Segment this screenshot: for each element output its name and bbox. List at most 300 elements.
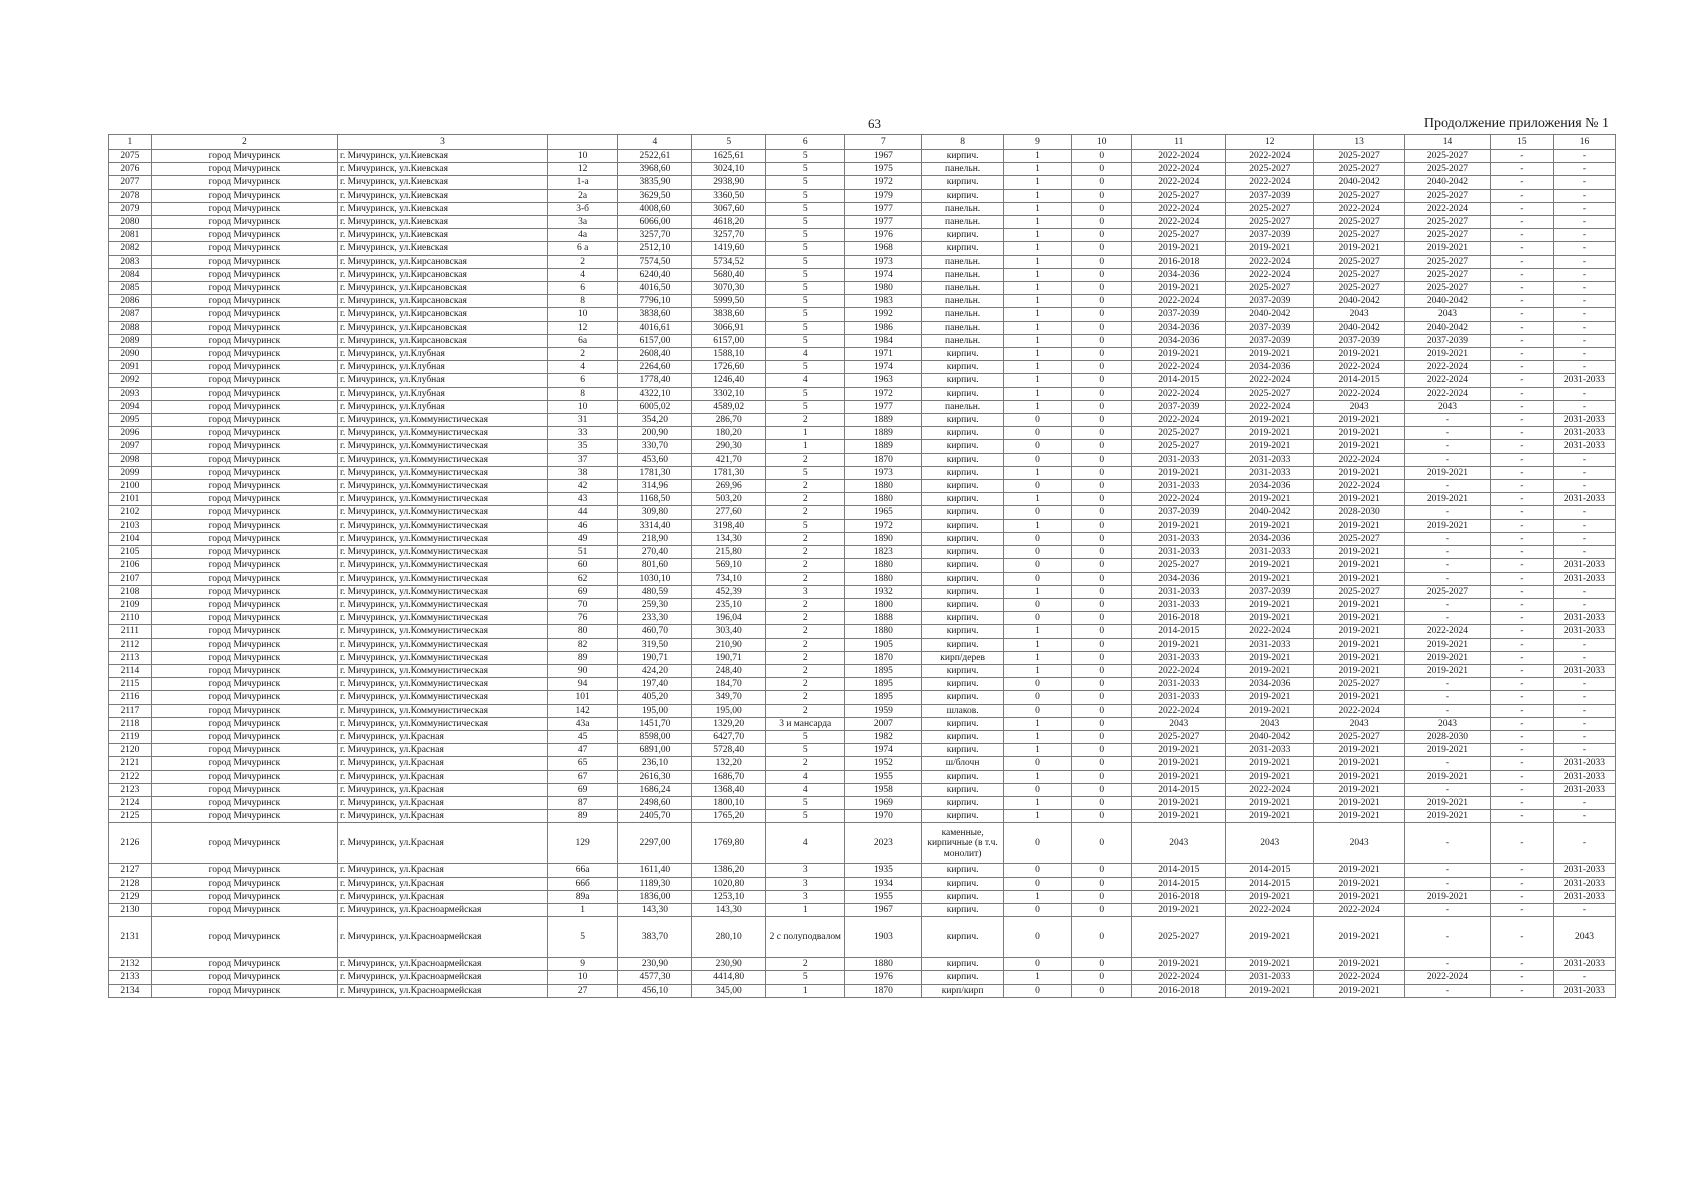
cell-locality: город Мичуринск [151, 678, 337, 691]
cell-col-15: - [1490, 744, 1553, 757]
cell-floors: 4 [766, 770, 845, 783]
cell-year-built: 1880 [845, 958, 922, 971]
cell-row-number: 2082 [109, 242, 152, 255]
table-row [109, 958, 1616, 971]
cell-house-number: 89а [547, 890, 618, 903]
cell-col-14: 2019-2021 [1405, 638, 1491, 651]
cell-total-area: 424,20 [618, 664, 692, 677]
cell-wall-material: кирпич. [922, 519, 1003, 532]
cell-address: г. Мичуринск, ул.Красноармейская [338, 984, 548, 997]
table-row [109, 229, 1616, 242]
cell-col-16: - [1553, 282, 1615, 295]
cell-col-10: 0 [1072, 348, 1132, 361]
cell-row-number: 2133 [109, 971, 152, 984]
cell-total-area: 2608,40 [618, 348, 692, 361]
cell-col-16: - [1553, 519, 1615, 532]
cell-row-number: 2113 [109, 651, 152, 664]
cell-col-16: - [1553, 506, 1615, 519]
cell-address: г. Мичуринск, ул.Красная [338, 877, 548, 890]
cell-row-number: 2076 [109, 163, 152, 176]
cell-year-built: 1903 [845, 917, 922, 958]
cell-col-14: - [1405, 757, 1491, 770]
cell-locality: город Мичуринск [151, 400, 337, 413]
cell-col-16: - [1553, 202, 1615, 215]
cell-col-16: - [1553, 971, 1615, 984]
cell-house-number: 8 [547, 387, 618, 400]
cell-col-13: 2019-2021 [1314, 638, 1405, 651]
cell-col-15: - [1490, 374, 1553, 387]
cell-col-14: 2040-2042 [1405, 176, 1491, 189]
cell-col-13: 2022-2024 [1314, 387, 1405, 400]
cell-year-built: 1973 [845, 255, 922, 268]
cell-col-11: 2022-2024 [1132, 493, 1226, 506]
cell-col-16: - [1553, 704, 1615, 717]
cell-col-13: 2040-2042 [1314, 295, 1405, 308]
cell-col-15: - [1490, 321, 1553, 334]
cell-year-built: 1977 [845, 400, 922, 413]
cell-col-9: 1 [1003, 268, 1072, 281]
cell-col-11: 2022-2024 [1132, 150, 1226, 163]
cell-col-15: - [1490, 678, 1553, 691]
cell-col-14: - [1405, 532, 1491, 545]
cell-wall-material: панельн. [922, 255, 1003, 268]
cell-floors: 2 [766, 493, 845, 506]
cell-row-number: 2084 [109, 268, 152, 281]
cell-locality: город Мичуринск [151, 770, 337, 783]
cell-col-11: 2043 [1132, 823, 1226, 864]
table-row [109, 744, 1616, 757]
cell-address: г. Мичуринск, ул.Кирсановская [338, 282, 548, 295]
cell-address: г. Мичуринск, ул.Красная [338, 864, 548, 877]
cell-total-area: 1030,10 [618, 572, 692, 585]
cell-col-14: - [1405, 440, 1491, 453]
cell-address: г. Мичуринск, ул.Коммунистическая [338, 625, 548, 638]
cell-floors: 5 [766, 400, 845, 413]
cell-row-number: 2086 [109, 295, 152, 308]
cell-total-area: 4577,30 [618, 971, 692, 984]
cell-row-number: 2091 [109, 361, 152, 374]
table-row [109, 414, 1616, 427]
cell-house-number: 2а [547, 189, 618, 202]
cell-col-9: 0 [1003, 559, 1072, 572]
cell-living-area: 235,10 [692, 598, 766, 611]
cell-col-13: 2022-2024 [1314, 971, 1405, 984]
cell-wall-material: кирпич. [922, 864, 1003, 877]
table-row [109, 730, 1616, 743]
cell-col-13: 2019-2021 [1314, 770, 1405, 783]
cell-col-15: - [1490, 546, 1553, 559]
cell-col-11: 2022-2024 [1132, 704, 1226, 717]
cell-floors: 5 [766, 796, 845, 809]
cell-house-number: 4 [547, 268, 618, 281]
cell-col-15: - [1490, 704, 1553, 717]
table-row [109, 255, 1616, 268]
cell-total-area: 3257,70 [618, 229, 692, 242]
cell-row-number: 2100 [109, 480, 152, 493]
cell-wall-material: панельн. [922, 268, 1003, 281]
cell-col-9: 1 [1003, 374, 1072, 387]
cell-row-number: 2126 [109, 823, 152, 864]
cell-col-13: 2043 [1314, 308, 1405, 321]
cell-row-number: 2101 [109, 493, 152, 506]
cell-col-16: - [1553, 387, 1615, 400]
cell-locality: город Мичуринск [151, 691, 337, 704]
cell-col-9: 1 [1003, 493, 1072, 506]
cell-total-area: 143,30 [618, 903, 692, 916]
cell-wall-material: кирпич. [922, 440, 1003, 453]
cell-floors: 5 [766, 163, 845, 176]
table-row [109, 651, 1616, 664]
cell-col-10: 0 [1072, 282, 1132, 295]
cell-locality: город Мичуринск [151, 480, 337, 493]
table-row [109, 757, 1616, 770]
cell-floors: 5 [766, 150, 845, 163]
cell-col-15: - [1490, 532, 1553, 545]
cell-address: г. Мичуринск, ул.Коммунистическая [338, 678, 548, 691]
cell-col-11: 2014-2015 [1132, 783, 1226, 796]
cell-address: г. Мичуринск, ул.Киевская [338, 176, 548, 189]
table-row [109, 480, 1616, 493]
cell-col-13: 2019-2021 [1314, 757, 1405, 770]
cell-col-12: 2031-2033 [1226, 453, 1314, 466]
cell-col-14: 2019-2021 [1405, 519, 1491, 532]
cell-total-area: 330,70 [618, 440, 692, 453]
cell-col-11: 2022-2024 [1132, 414, 1226, 427]
cell-col-11: 2016-2018 [1132, 984, 1226, 997]
cell-floors: 1 [766, 440, 845, 453]
cell-col-15: - [1490, 730, 1553, 743]
cell-living-area: 230,90 [692, 958, 766, 971]
cell-col-13: 2025-2027 [1314, 730, 1405, 743]
cell-col-12: 2025-2027 [1226, 216, 1314, 229]
cell-locality: город Мичуринск [151, 453, 337, 466]
cell-house-number: 89 [547, 810, 618, 823]
cell-house-number: 69 [547, 783, 618, 796]
cell-year-built: 1965 [845, 506, 922, 519]
table-row [109, 971, 1616, 984]
cell-col-13: 2019-2021 [1314, 625, 1405, 638]
cell-address: г. Мичуринск, ул.Красная [338, 744, 548, 757]
cell-col-9: 0 [1003, 864, 1072, 877]
cell-house-number: 47 [547, 744, 618, 757]
cell-col-11: 2025-2027 [1132, 730, 1226, 743]
cell-address: г. Мичуринск, ул.Клубная [338, 387, 548, 400]
cell-house-number: 6а [547, 334, 618, 347]
cell-col-14: 2019-2021 [1405, 242, 1491, 255]
cell-floors: 2 [766, 598, 845, 611]
column-header: 7 [845, 135, 922, 150]
cell-col-15: - [1490, 810, 1553, 823]
cell-floors: 5 [766, 189, 845, 202]
cell-year-built: 1905 [845, 638, 922, 651]
cell-col-12: 2019-2021 [1226, 770, 1314, 783]
cell-col-14: 2022-2024 [1405, 202, 1491, 215]
cell-col-10: 0 [1072, 638, 1132, 651]
table-row [109, 572, 1616, 585]
cell-col-12: 2019-2021 [1226, 664, 1314, 677]
cell-wall-material: кирпич. [922, 374, 1003, 387]
cell-col-10: 0 [1072, 295, 1132, 308]
cell-wall-material: кирпич. [922, 387, 1003, 400]
cell-col-12: 2031-2033 [1226, 466, 1314, 479]
cell-col-10: 0 [1072, 334, 1132, 347]
cell-col-11: 2022-2024 [1132, 664, 1226, 677]
cell-living-area: 134,30 [692, 532, 766, 545]
cell-col-16: - [1553, 598, 1615, 611]
cell-col-16: 2031-2033 [1553, 493, 1615, 506]
cell-living-area: 4618,20 [692, 216, 766, 229]
cell-col-16: - [1553, 150, 1615, 163]
table-row [109, 519, 1616, 532]
cell-col-13: 2019-2021 [1314, 546, 1405, 559]
cell-col-15: - [1490, 229, 1553, 242]
cell-living-area: 1329,20 [692, 717, 766, 730]
cell-col-10: 0 [1072, 163, 1132, 176]
cell-wall-material: кирпич. [922, 506, 1003, 519]
cell-col-13: 2025-2027 [1314, 532, 1405, 545]
cell-row-number: 2104 [109, 532, 152, 545]
cell-col-9: 1 [1003, 770, 1072, 783]
cell-living-area: 280,10 [692, 917, 766, 958]
cell-floors: 2 [766, 559, 845, 572]
cell-col-9: 1 [1003, 664, 1072, 677]
cell-col-11: 2031-2033 [1132, 585, 1226, 598]
table-row [109, 796, 1616, 809]
cell-col-10: 0 [1072, 242, 1132, 255]
cell-col-13: 2022-2024 [1314, 453, 1405, 466]
cell-col-9: 1 [1003, 971, 1072, 984]
cell-year-built: 1870 [845, 453, 922, 466]
cell-col-14: 2019-2021 [1405, 810, 1491, 823]
cell-wall-material: кирпич. [922, 532, 1003, 545]
cell-floors: 2 [766, 612, 845, 625]
cell-year-built: 1880 [845, 559, 922, 572]
cell-col-9: 1 [1003, 796, 1072, 809]
cell-col-10: 0 [1072, 176, 1132, 189]
cell-address: г. Мичуринск, ул.Коммунистическая [338, 717, 548, 730]
cell-year-built: 1963 [845, 374, 922, 387]
cell-total-area: 1611,40 [618, 864, 692, 877]
cell-col-9: 1 [1003, 216, 1072, 229]
cell-col-15: - [1490, 984, 1553, 997]
cell-wall-material: кирпич. [922, 176, 1003, 189]
cell-wall-material: кирпич. [922, 453, 1003, 466]
table-row [109, 638, 1616, 651]
cell-living-area: 1246,40 [692, 374, 766, 387]
table-row [109, 783, 1616, 796]
cell-col-13: 2019-2021 [1314, 744, 1405, 757]
cell-col-15: - [1490, 651, 1553, 664]
cell-locality: город Мичуринск [151, 189, 337, 202]
column-header [547, 135, 618, 150]
cell-locality: город Мичуринск [151, 414, 337, 427]
cell-col-10: 0 [1072, 958, 1132, 971]
cell-col-10: 0 [1072, 598, 1132, 611]
cell-locality: город Мичуринск [151, 282, 337, 295]
cell-col-14: 2025-2027 [1405, 163, 1491, 176]
cell-row-number: 2093 [109, 387, 152, 400]
cell-address: г. Мичуринск, ул.Коммунистическая [338, 493, 548, 506]
table-row [109, 717, 1616, 730]
cell-year-built: 1972 [845, 519, 922, 532]
cell-total-area: 3838,60 [618, 308, 692, 321]
cell-col-10: 0 [1072, 453, 1132, 466]
cell-col-16: - [1553, 216, 1615, 229]
cell-col-12: 2019-2021 [1226, 691, 1314, 704]
cell-col-15: - [1490, 348, 1553, 361]
cell-floors: 5 [766, 387, 845, 400]
cell-living-area: 1686,70 [692, 770, 766, 783]
cell-col-9: 1 [1003, 321, 1072, 334]
cell-row-number: 2130 [109, 903, 152, 916]
cell-row-number: 2097 [109, 440, 152, 453]
cell-col-16: - [1553, 903, 1615, 916]
cell-col-14: 2022-2024 [1405, 971, 1491, 984]
cell-col-16: - [1553, 361, 1615, 374]
cell-col-11: 2019-2021 [1132, 770, 1226, 783]
cell-living-area: 303,40 [692, 625, 766, 638]
cell-floors: 4 [766, 348, 845, 361]
table-row [109, 387, 1616, 400]
cell-year-built: 1983 [845, 295, 922, 308]
table-row [109, 532, 1616, 545]
cell-col-14: - [1405, 864, 1491, 877]
cell-col-11: 2019-2021 [1132, 638, 1226, 651]
cell-wall-material: кирпич. [922, 242, 1003, 255]
cell-year-built: 1967 [845, 903, 922, 916]
cell-col-12: 2037-2039 [1226, 189, 1314, 202]
cell-col-11: 2025-2027 [1132, 917, 1226, 958]
cell-row-number: 2132 [109, 958, 152, 971]
cell-row-number: 2087 [109, 308, 152, 321]
table-row [109, 400, 1616, 413]
cell-col-14: - [1405, 546, 1491, 559]
cell-year-built: 1977 [845, 216, 922, 229]
cell-address: г. Мичуринск, ул.Красная [338, 730, 548, 743]
cell-wall-material: кирпич. [922, 546, 1003, 559]
cell-wall-material: кирпич. [922, 361, 1003, 374]
cell-col-14: 2022-2024 [1405, 387, 1491, 400]
cell-col-13: 2019-2021 [1314, 466, 1405, 479]
cell-house-number: 12 [547, 163, 618, 176]
cell-locality: город Мичуринск [151, 717, 337, 730]
cell-living-area: 1765,20 [692, 810, 766, 823]
cell-col-11: 2031-2033 [1132, 651, 1226, 664]
cell-col-9: 0 [1003, 704, 1072, 717]
cell-col-10: 0 [1072, 717, 1132, 730]
cell-locality: город Мичуринск [151, 612, 337, 625]
cell-col-13: 2019-2021 [1314, 984, 1405, 997]
cell-total-area: 460,70 [618, 625, 692, 638]
cell-col-15: - [1490, 480, 1553, 493]
cell-floors: 3 [766, 864, 845, 877]
cell-locality: город Мичуринск [151, 216, 337, 229]
cell-wall-material: каменные, кирпичные (в т.ч. монолит) [922, 823, 1003, 864]
cell-col-10: 0 [1072, 730, 1132, 743]
table-row [109, 877, 1616, 890]
cell-year-built: 1895 [845, 678, 922, 691]
cell-col-12: 2022-2024 [1226, 783, 1314, 796]
cell-floors: 5 [766, 202, 845, 215]
cell-col-13: 2025-2027 [1314, 163, 1405, 176]
cell-col-12: 2022-2024 [1226, 400, 1314, 413]
cell-col-15: - [1490, 216, 1553, 229]
cell-floors: 3 и мансарда [766, 717, 845, 730]
cell-col-16: - [1553, 255, 1615, 268]
cell-col-12: 2019-2021 [1226, 810, 1314, 823]
cell-col-10: 0 [1072, 572, 1132, 585]
cell-living-area: 1368,40 [692, 783, 766, 796]
cell-col-11: 2025-2027 [1132, 559, 1226, 572]
cell-wall-material: кирпич. [922, 229, 1003, 242]
cell-address: г. Мичуринск, ул.Коммунистическая [338, 519, 548, 532]
cell-wall-material: кирпич. [922, 625, 1003, 638]
cell-row-number: 2119 [109, 730, 152, 743]
table-row [109, 612, 1616, 625]
cell-locality: город Мичуринск [151, 506, 337, 519]
cell-row-number: 2079 [109, 202, 152, 215]
cell-col-16: 2031-2033 [1553, 612, 1615, 625]
cell-floors: 2 [766, 453, 845, 466]
cell-wall-material: шлаков. [922, 704, 1003, 717]
cell-living-area: 1020,80 [692, 877, 766, 890]
cell-year-built: 1888 [845, 612, 922, 625]
cell-col-10: 0 [1072, 757, 1132, 770]
cell-house-number: 33 [547, 427, 618, 440]
cell-year-built: 1980 [845, 282, 922, 295]
cell-address: г. Мичуринск, ул.Киевская [338, 242, 548, 255]
cell-col-11: 2031-2033 [1132, 453, 1226, 466]
cell-col-15: - [1490, 625, 1553, 638]
cell-col-12: 2025-2027 [1226, 202, 1314, 215]
cell-col-15: - [1490, 757, 1553, 770]
cell-floors: 5 [766, 216, 845, 229]
cell-living-area: 5728,40 [692, 744, 766, 757]
cell-col-13: 2019-2021 [1314, 796, 1405, 809]
cell-col-9: 1 [1003, 176, 1072, 189]
cell-col-16: 2031-2033 [1553, 440, 1615, 453]
cell-col-16: - [1553, 744, 1615, 757]
cell-col-13: 2022-2024 [1314, 202, 1405, 215]
header-row [109, 135, 1616, 150]
cell-col-15: - [1490, 519, 1553, 532]
cell-col-9: 0 [1003, 453, 1072, 466]
cell-col-14: 2019-2021 [1405, 744, 1491, 757]
table-row [109, 308, 1616, 321]
cell-locality: город Мичуринск [151, 440, 337, 453]
cell-col-9: 0 [1003, 612, 1072, 625]
cell-col-12: 2019-2021 [1226, 242, 1314, 255]
cell-col-9: 1 [1003, 466, 1072, 479]
cell-col-16: 2031-2033 [1553, 427, 1615, 440]
appendix-label: Продолжение приложения № 1 [1423, 116, 1609, 131]
cell-row-number: 2114 [109, 664, 152, 677]
column-header: 12 [1226, 135, 1314, 150]
cell-locality: город Мичуринск [151, 361, 337, 374]
cell-year-built: 1895 [845, 691, 922, 704]
cell-col-14: - [1405, 783, 1491, 796]
cell-row-number: 2094 [109, 400, 152, 413]
cell-wall-material: кирпич. [922, 730, 1003, 743]
column-header: 10 [1072, 135, 1132, 150]
cell-col-16: - [1553, 823, 1615, 864]
cell-floors: 4 [766, 823, 845, 864]
cell-col-9: 0 [1003, 546, 1072, 559]
cell-total-area: 3835,90 [618, 176, 692, 189]
cell-col-15: - [1490, 387, 1553, 400]
cell-living-area: 3066,91 [692, 321, 766, 334]
cell-locality: город Мичуринск [151, 374, 337, 387]
